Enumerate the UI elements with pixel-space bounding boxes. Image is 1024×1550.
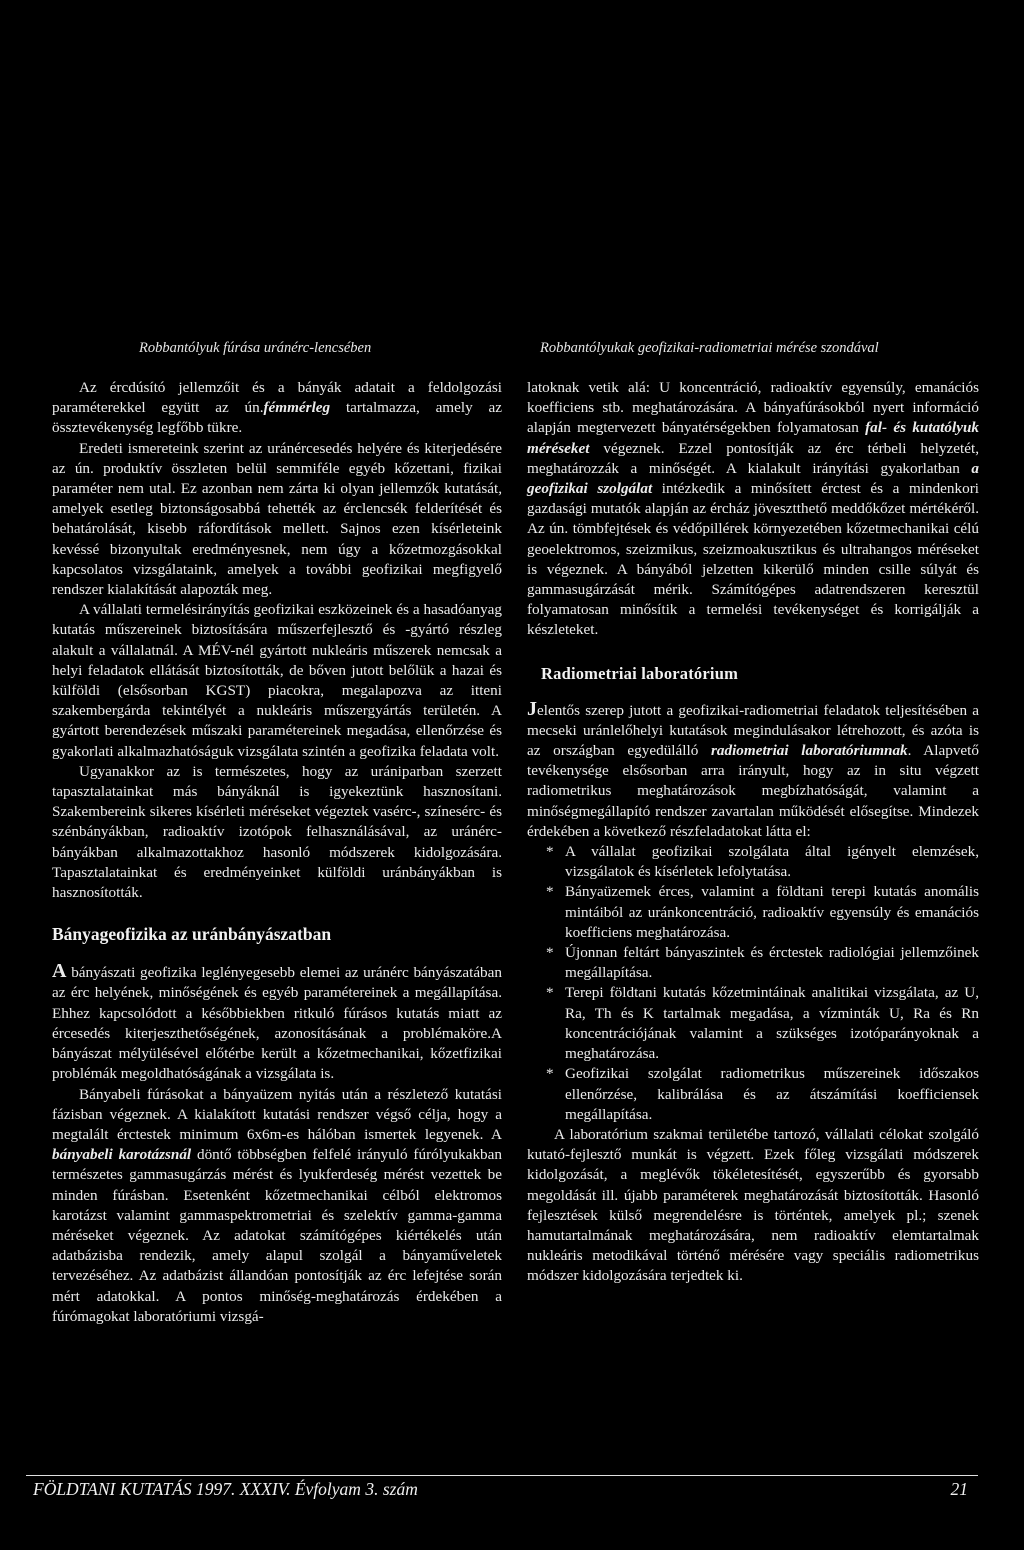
initial-letter: A — [52, 960, 67, 983]
emphasis: bányabeli karotázsnál — [52, 1146, 192, 1164]
list-item — [527, 983, 979, 1064]
bullet-mark: * — [546, 984, 554, 1002]
list-item-text: A vállalat geofizikai szolgálata által igényelt elemzések, vizsgálatok és kísérletek lefolytatása. — [565, 843, 979, 881]
text-run: elentős szerep jutott a geofizikai-radiometriai feladatok teljesítésében a mecseki uránlelőhelyi kutatások megindulásakor létrehozott, és azóta is az országban egyedülálló — [527, 701, 979, 760]
bullet-mark: * — [546, 843, 554, 861]
text-run: . Alapvető tevékenysége elsősorban arra irányult, hogy az in situ végzett radiometrikus meghatározások megbízhatóságát, valamint a minőségmegállapító rendszer zavartalan működését elősegítse. Mindezek érdekében a következő részfeladatokat látta el: — [527, 742, 979, 840]
list-item-text: Terepi földtani kutatás kőzetmintáinak analitikai vizsgálata, az U, Ra, Th és K tartalmak megadása, a vízminták U, Ra és Rn koncentrációjának valamint a szükséges izotóparányoknak a meghatározása. — [565, 984, 979, 1063]
task-list — [527, 842, 979, 1125]
paragraph — [527, 378, 979, 641]
article-page — [0, 334, 1024, 1550]
paragraph — [52, 378, 502, 439]
bullet-mark: * — [546, 883, 554, 901]
list-item-text: Újonnan feltárt bányaszintek és érctestek radiológiai jellemzőinek megállapítása. — [565, 944, 979, 982]
text-run: döntő többségben felfelé irányuló fúrólyukakban természetes gammasugárzás mérést és lyukferdeség mérést vezettek be minden fúrásban. Esetenként kőzetmechanikai célból elektromos karotázst valamint gammaspektrometriai és szelektív gamma-gamma méréseket végeznek. Az adatokat számítógépes kiértékelés után adatbázisba rendezik, amely alapul szolgál a bányaműveletek tervezéséhez. Az adatbázist állandóan pontosítják az érc lefejtése során mért adatokkal. A pontos minőség-meghatározás érdekében a fúrómagokat laboratóriumi vizsgá- — [52, 1146, 502, 1325]
bullet-mark: * — [546, 944, 554, 962]
journal-title: FÖLDTANI KUTATÁS 1997. XXXIV. Évfolyam 3. szám — [33, 1479, 418, 1499]
paragraph — [527, 699, 979, 842]
page-footer — [26, 1475, 978, 1499]
list-item — [527, 1064, 979, 1125]
section-heading: Bányageofizika az uránbányászatban — [52, 924, 332, 945]
initial-letter: J — [527, 697, 537, 720]
section-heading: Radiometriai laboratórium — [541, 663, 739, 683]
caption-right: Robbantólyukak geofizikai-radiometriai mérése szondával — [540, 340, 879, 356]
list-item — [527, 882, 979, 943]
right-column — [527, 378, 979, 1287]
list-item-text: Bányaüzemek érces, valamint a földtani terepi kutatás anomális mintáiból az uránkoncentráció, radioaktív egyensúly és emanációs koefficiens meghatározása. — [565, 883, 979, 941]
emphasis: fal- és kutatólyuk méréseket — [527, 419, 979, 457]
text-run: Az ércdúsító jellemzőit és a bányák adatait a feldolgozási paraméterekkel együtt az ún. — [52, 379, 502, 417]
photo-captions — [0, 340, 1024, 364]
text-run: tartalmazza, amely az össztevékenység legfőbb tükre. — [52, 399, 502, 437]
list-item — [527, 842, 979, 882]
photo-area — [0, 0, 1024, 334]
text-run: intézkedik a minősített érctest és a mindenkori gazdasági mutatók alapján az ércház jövesztthető meddőkőzet mértékéről. Az ún. tömbfejtések és védőpillérek környezetében kőzetmechanikai célú geoelektromos, szeizmikus, szeizmoakusztikus és ultrahangos méréseket is végeznek. A bányából jelzetten kikerülő minden csille súlyát és gammasugárzását mérik. Számítógépes adatrendszeren keresztül folyamatosan minősítik a termelési tevékenységet és korrigálják a készleteket. — [527, 480, 979, 639]
page-number: 21 — [950, 1479, 968, 1499]
emphasis: fémmérleg — [263, 399, 331, 417]
paragraph: A vállalati termelésirányítás geofizikai eszközeinek és a hasadóanyag kutatás műszereinek biztosítására műszerfejlesztő és -gyártó részleg alakult a vállalatnál. A MÉV-nél gyártott nukleáris műszerek nemcsak a helyi feladatok ellátását biztosították, de bőven jutott belőlük a hazai és külföldi (elsősorban KGST) piacokra, megalapozva az itteni szakembergárda tekintélyét a nukleáris műszergyártás területén. A gyártott berendezések műszaki paramétereinek megadása, ellenőrzése és gyakorlati alkalmazhatóságuk vizsgálata szintén a geofizika feladata volt. — [52, 601, 502, 760]
list-item — [527, 943, 979, 983]
list-item-text: Geofizikai szolgálat radiometrikus műszereinek időszakos ellenőrzése, kalibrálása és az átszámítási koefficiensek megállapítása. — [565, 1065, 979, 1123]
text-run: Bányabeli fúrásokat a bányaüzem nyitás után a részletező kutatási fázisban végeznek. A kialakított kutatási rendszer végső célja, hogy a megtalált érctestek minimum 6x6m-es hálóban ismertek legyenek. A — [52, 1085, 502, 1143]
paragraph: Eredeti ismereteink szerint az uránércesedés helyére és kiterjedésére az ún. produktív összleten belül semmiféle egyéb kőzettani, fizikai paraméter nem utal. Ez azonban nem zárta ki olyan jellemzők kutatását, amelyek esetleg biztonságosabbá tehették az érclencsék felderítését és behatárolását, kisebb ráfordítások mellett. Sajnos ezen kísérleteink kevéssé bizonyultak eredményesnek, nem úgy a kőzetmozgásokkal kapcsolatos vizsgálataink, amelyek a további geofizikai megfigyelő rendszer kialakítását alapozták meg. — [52, 439, 502, 599]
text-run: végeznek. Ezzel pontosítják az érc térbeli helyzetét, meghatározzák a minőségét. A kialakult irányítási gyakorlatban — [527, 439, 979, 477]
emphasis: radiometriai laboratóriumnak — [710, 742, 908, 760]
left-column — [52, 378, 502, 1327]
text-run: latoknak vetik alá: U koncentráció, radioaktív egyensúly, emanációs koefficiens stb. meghatározására. A bányafúrásokból nyert információ alapján megtervezett bányatérségekben folyamatosan — [527, 379, 979, 437]
emphasis: a geofizikai szolgálat — [527, 459, 979, 498]
caption-left: Robbantólyuk fúrása uránérc-lencsében — [139, 340, 372, 356]
paragraph: Ugyanakkor az is természetes, hogy az urániparban szerzett tapasztalatainkat más bányáknál is igyekeztünk hasznosítani. Szakembereink sikeres kísérleti méréseket végeztek vasérc-, színesérc- és szénbányákban, radioaktív izotópok felhasználásával, az uránérc-bányákban alkalmazottakhoz hasonló módszerek kidolgozására. Tapasztalatainkat és eredményeinket külföldi uránbányákban is hasznosították. — [52, 762, 502, 902]
paragraph: A laboratórium szakmai területébe tartozó, vállalati célokat szolgáló kutató-fejlesztő munkát is végzett. Ezek főleg vizsgálati módszerek kidolgozását, a meglévők tökéletesítését, egyszerűbb és gyorsabb megoldását ill. újabb paraméterek meghatározását biztosították. Hasonló fejlesztések külső megrendelésre is történtek, amelyek pl.; szenek hamutartalmának meghatározására, nem radioaktív elemtartalmak nukleáris metodikával történő mérésére vagy speciális radiometrikus módszer kidolgozására terjedtek ki. — [527, 1125, 979, 1285]
paragraph — [52, 961, 502, 1084]
bullet-mark: * — [546, 1065, 554, 1083]
text-run: bányászati geofizika leglényegesebb elemei az uránérc bányászatában az érc helyének, minőségének és egyéb paramétereinek a megállapítása. Ehhez kapcsolódott a későbbiekben ritkuló fúrásos kutatás miatt az ércesedés kiterjeszthetőségének, azonosításának a problémaköre.A bányászat mélyülésével előtérbe került a kőzetmechanikai, kőzetfizikai problémák megoldhatóságának a vizsgálata is. — [52, 964, 502, 1083]
paragraph — [52, 1085, 502, 1327]
